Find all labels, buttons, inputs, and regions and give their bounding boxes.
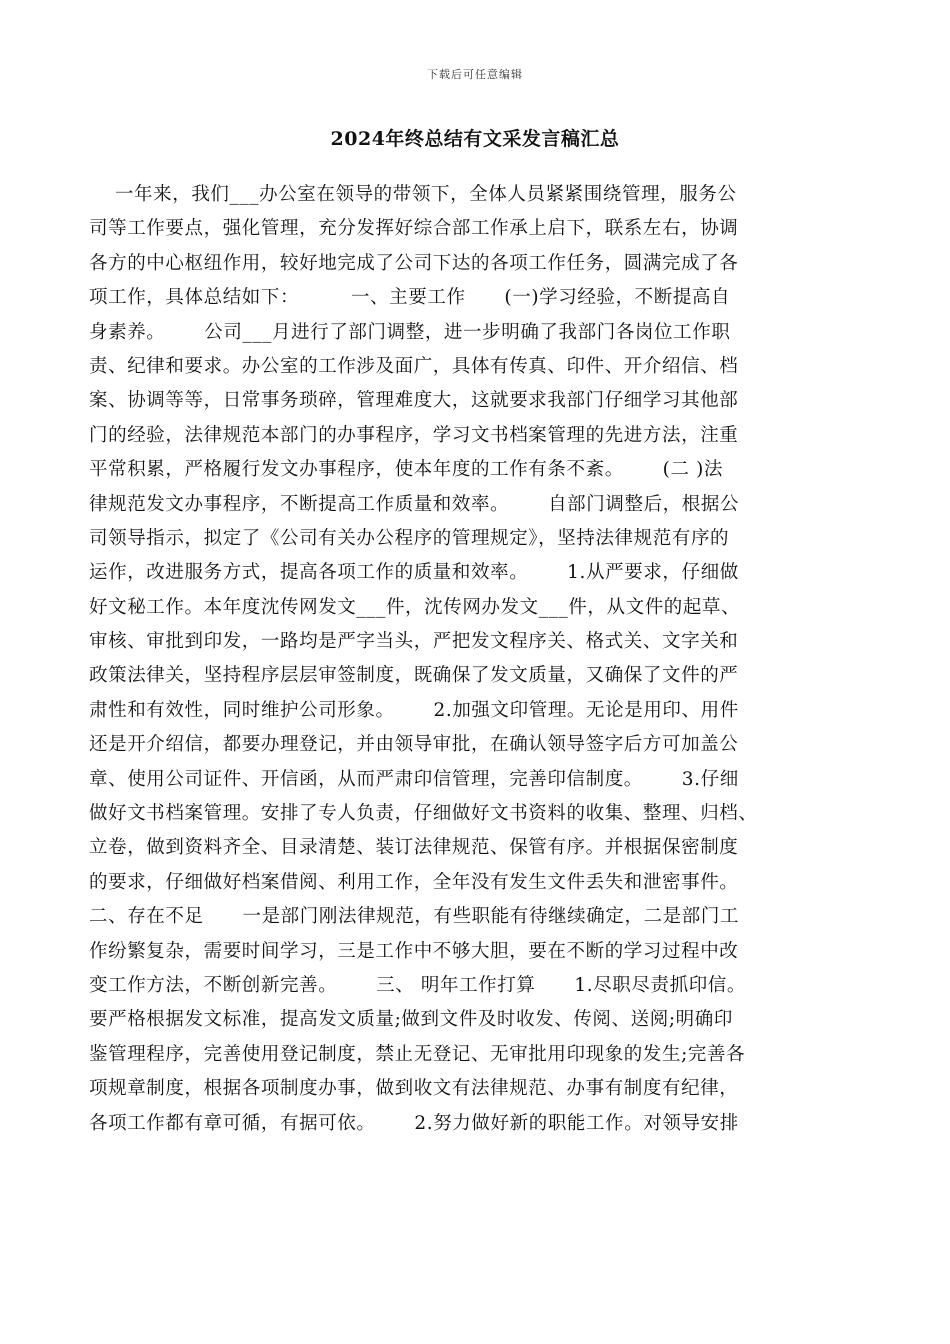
document-body xyxy=(89,178,879,1141)
body-line: 变工作方法，不断创新完善。 三、 明年工作打算 1.尽职尽责抓印信。 xyxy=(89,974,747,996)
body-line: 肃性和有效性，同时维护公司形象。 2.加强文印管理。无论是用印、用件 xyxy=(89,699,739,721)
body-line: 项规章制度，根据各项制度办事，做到收文有法律规范、办事有制度有纪律， xyxy=(89,1078,739,1100)
body-line: 审核、审批到印发，一路均是严字当头，严把发文程序关、格式关、文字关和 xyxy=(89,631,739,653)
document-title: 2024年终总结有文采发言稿汇总 xyxy=(330,128,620,150)
body-line: 责、纪律和要求。办公室的工作涉及面广，具体有传真、印件、开介绍信、档 xyxy=(89,355,739,377)
body-line: 鉴管理程序，完善使用登记制度，禁止无登记、无审批用印现象的发生;完善各 xyxy=(89,1043,746,1065)
body-line: 要严格根据发文标准，提高发文质量;做到文件及时收发、传阅、送阅;明确印 xyxy=(89,1009,733,1031)
body-line: 司领导指示，拟定了《公司有关办公程序的管理规定》，坚持法律规范有序的 xyxy=(89,527,730,549)
body-line: 律规范发文办事程序，不断提高工作质量和效率。 自部门调整后，根据公 xyxy=(89,493,740,515)
page-header-note: 下载后可任意编辑 xyxy=(427,68,523,81)
body-line: 各项工作都有章可循，有据可依。 2.努力做好新的职能工作。对领导安排 xyxy=(89,1112,739,1134)
body-line: 门的经验，法律规范本部门的办事程序，学习文书档案管理的先进方法，注重 xyxy=(89,424,739,446)
body-line: 章、使用公司证件、开信函，从而严肃印信管理，完善印信制度。 3.仔细 xyxy=(89,768,739,790)
body-line: 司等工作要点，强化管理，充分发挥好综合部工作承上启下，联系左右，协调 xyxy=(89,218,739,240)
body-line: 各方的中心枢纽作用，较好地完成了公司下达的各项工作任务，圆满完成了各 xyxy=(89,252,739,274)
body-line: 的要求，仔细做好档案借阅、利用工作，全年没有发生文件丢失和泄密事件。 xyxy=(89,871,739,893)
body-line: 立卷，做到资料齐全、目录清楚、装订法律规范、保管有序。并根据保密制度 xyxy=(89,837,739,859)
body-line: 一年来，我们___办公室在领导的带领下，全体人员紧紧围绕管理，服务公 xyxy=(89,184,737,205)
body-line: 项工作，具体总结如下： 一、主要工作 (一)学习经验，不断提高自 xyxy=(89,287,731,309)
body-line: 政策法律关，坚持程序层层审签制度，既确保了发文质量，又确保了文件的严 xyxy=(89,665,739,687)
body-line: 还是开介绍信，都要办理登记，并由领导审批，在确认领导签字后方可加盖公 xyxy=(89,734,739,756)
body-line: 二、存在不足 一是部门刚法律规范，有些职能有待继续确定，二是部门工 xyxy=(89,906,740,928)
body-line: 作纷繁复杂，需要时间学习，三是工作中不够大胆，要在不断的学习过程中改 xyxy=(89,940,739,962)
body-line: 案、协调等等，日常事务琐碎，管理难度大，这就要求我部门仔细学习其他部 xyxy=(89,390,739,412)
body-line: 做好文书档案管理。安排了专人负责，仔细做好文书资料的收集、整理、归档、 xyxy=(89,803,758,825)
body-line: 运作，改进服务方式，提高各项工作的质量和效率。 1.从严要求，仔细做 xyxy=(89,562,739,584)
body-line: 身素养。 公司___月进行了部门调整，进一步明确了我部门各岗位工作职 xyxy=(89,321,731,343)
body-line: 平常积累，严格履行发文办事程序，使本年度的工作有条不紊。 (二 )法 xyxy=(89,459,724,481)
body-line: 好文秘工作。本年度沈传网发文___件，沈传网办发文___件，从文件的起草、 xyxy=(89,596,741,618)
